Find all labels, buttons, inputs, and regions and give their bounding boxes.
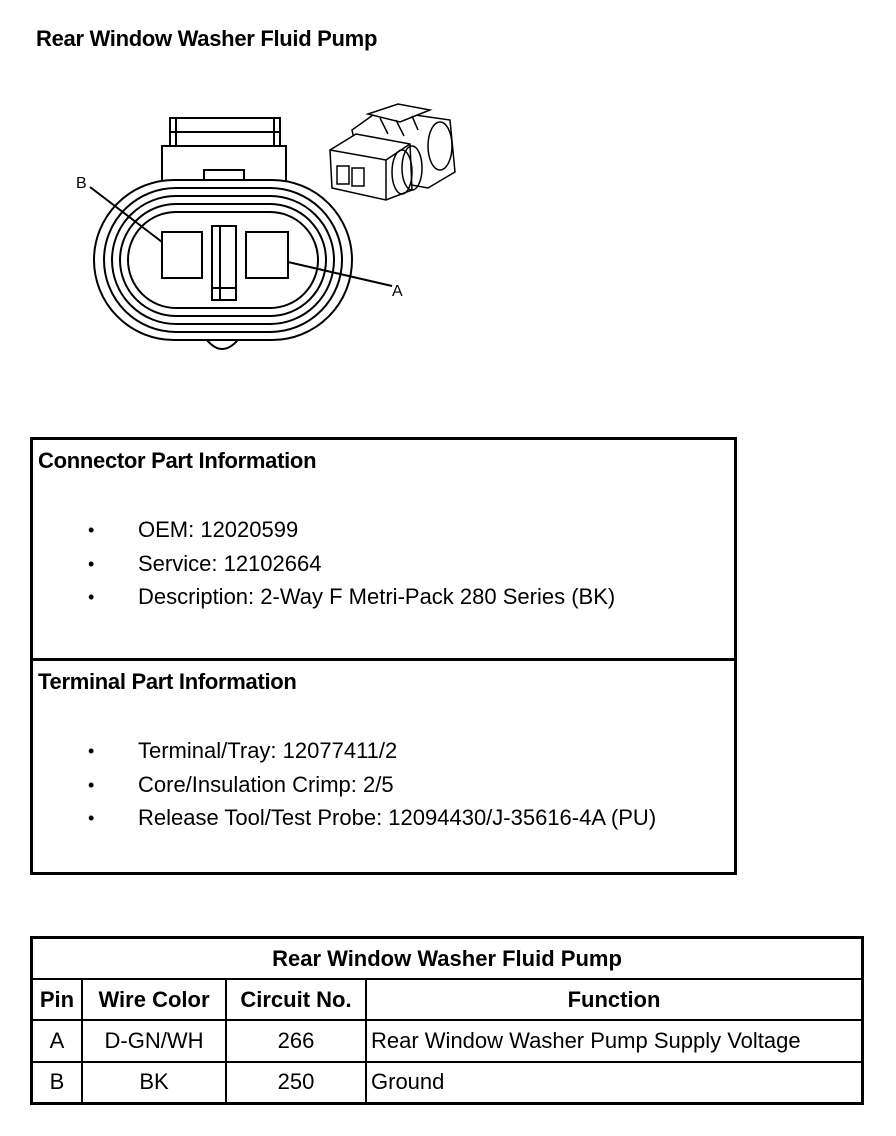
header-pin: Pin	[32, 979, 83, 1020]
pin-a-label: A	[392, 283, 403, 300]
pin-cell: A	[32, 1020, 83, 1061]
part-info-box	[30, 437, 737, 875]
terminal-part-section	[33, 661, 734, 872]
terminal-tray-text: Terminal/Tray: 12077411/2	[138, 738, 398, 763]
bullet-icon: •	[88, 587, 95, 607]
description-text: Description: 2-Way F Metri-Pack 280 Series (BK)	[138, 584, 616, 609]
bullet-icon: •	[88, 741, 95, 761]
table-row	[32, 1062, 863, 1104]
release-tool-text: Release Tool/Test Probe: 12094430/J-35616-4A (PU)	[138, 805, 657, 830]
bullet-icon: •	[88, 520, 95, 540]
function-cell: Rear Window Washer Pump Supply Voltage	[366, 1020, 863, 1061]
oem-text: OEM: 12020599	[138, 517, 299, 542]
table-header-row	[32, 979, 863, 1020]
circuit-cell: 266	[226, 1020, 366, 1061]
bullet-icon: •	[88, 808, 95, 828]
connector-part-heading: Connector Part Information	[38, 448, 317, 473]
pin-cell: B	[32, 1062, 83, 1104]
table-title: Rear Window Washer Fluid Pump	[32, 938, 863, 980]
bullet-icon: •	[88, 553, 95, 574]
table-row	[32, 1020, 863, 1061]
pin-b-label: B	[76, 175, 87, 192]
wire-color-cell: D-GN/WH	[82, 1020, 226, 1061]
header-wire-color: Wire Color	[82, 979, 226, 1020]
bullet-icon: •	[88, 774, 95, 795]
table-title-row	[32, 938, 863, 980]
service-text: Service: 12102664	[138, 550, 322, 576]
terminal-part-heading: Terminal Part Information	[38, 669, 297, 694]
crimp-text: Core/Insulation Crimp: 2/5	[138, 771, 394, 797]
header-function: Function	[366, 979, 863, 1020]
connector-diagram	[0, 0, 896, 400]
connector-part-section	[33, 440, 734, 661]
pinout-table	[30, 936, 864, 1105]
wire-color-cell: BK	[82, 1062, 226, 1104]
function-cell: Ground	[366, 1062, 863, 1104]
page-title: Rear Window Washer Fluid Pump	[36, 26, 378, 51]
header-circuit: Circuit No.	[226, 979, 366, 1020]
circuit-cell: 250	[226, 1062, 366, 1104]
